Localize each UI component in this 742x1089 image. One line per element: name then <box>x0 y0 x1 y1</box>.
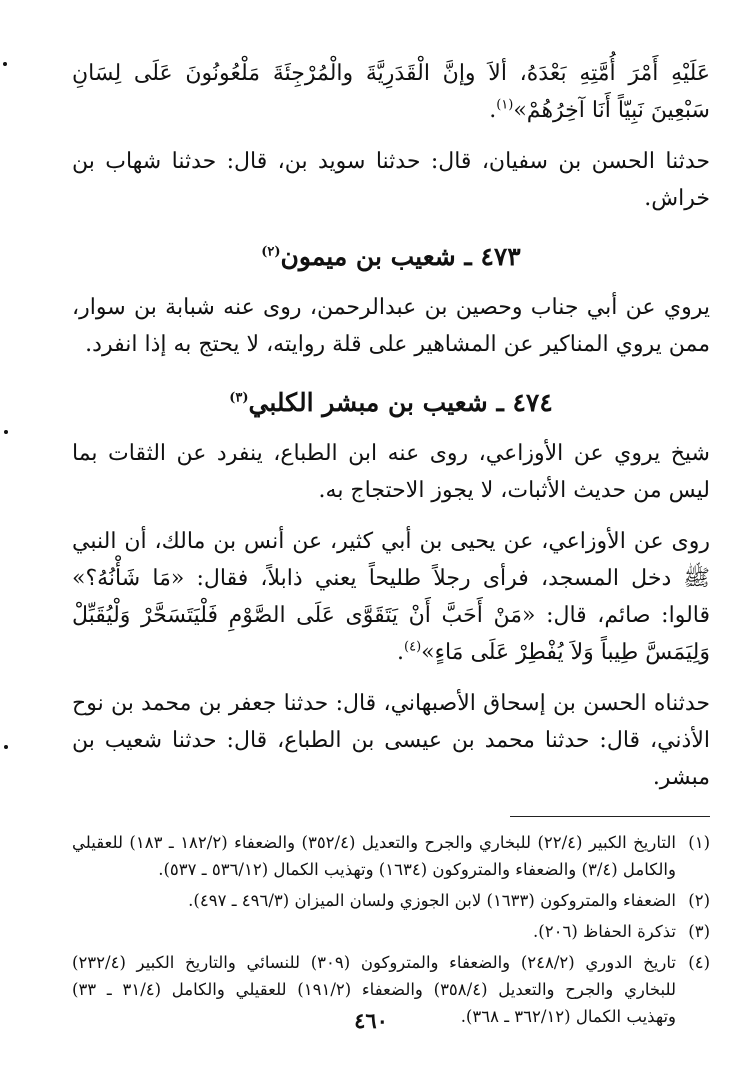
entry-473-text: يروي عن أبي جناب وحصين بن عبدالرحمن، روى عنه شبابة بن سوار، ممن يروي المناكير عن المشاهير على قلة روايته، لا يحتج به إذا انفرد. <box>72 295 710 357</box>
margin-dot <box>3 62 7 66</box>
footnote-item: (٤) تاريخ الدوري (٢٤٨/٢) والضعفاء والمتروكون (٣٠٩) للنسائي والتاريخ الكبير (٢٣٢/٤) للبخاري والجرح والتعديل (٣٥٨/٤) والضعفاء (١٩١/٢) للعقيلي والكامل (٣١/٤ ـ ٣٣) وتهذيب الكمال (٣٦٢/١٢ ـ ٣٦٨). <box>72 953 710 1026</box>
footnote-ref[interactable]: (٣) <box>229 390 249 406</box>
isnad-paragraph: حدثنا الحسن بن سفيان، قال: حدثنا سويد بن، قال: حدثنا شهاب بن خراش. <box>72 149 710 211</box>
entry-heading-473: ٤٧٣ ـ شعيب بن ميمون$^{(٢)}$ <box>261 242 521 271</box>
footnote-ref[interactable]: (٤) <box>404 639 422 655</box>
page-body <box>72 55 710 1034</box>
margin-dot <box>4 745 8 749</box>
footnotes <box>72 829 710 1030</box>
footnote-item: (١) التاريخ الكبير (٢٢/٤) للبخاري والجرح والتعديل (٣٥٢/٤) والضعفاء (١٨٢/٢ ـ ١٨٣) للعقيلي والكامل (٣/٤) والضعفاء والمتروكون (١٦٣٤) وتهذيب الكمال (٥٣٦/١٢ ـ ٥٣٧). <box>72 833 710 879</box>
entry-474-isnad: حدثناه الحسن بن إسحاق الأصبهاني، قال: حدثنا جعفر بن محمد بن نوح الأذني، قال: حدثنا محمد بن عيسى بن الطباع، قال: حدثنا شعيب بن مبشر. <box>72 691 710 790</box>
entry-474-text-1: شيخ يروي عن الأوزاعي، روى عنه ابن الطباع، ينفرد عن الثقات بما ليس من حديث الأثبات، لا يجوز الاحتجاج به. <box>72 441 710 503</box>
footnote-ref[interactable]: (١) <box>496 97 514 113</box>
margin-dot <box>4 430 8 434</box>
hadith-continuation: عَلَيْهِ أَمْرَ أُمَّتِهِ بَعْدَهُ، ألاَ وإنَّ الْقَدَرِيَّةَ والْمُرْجِئَةَ مَلْعُونُونَ عَلَى لِسَانِ سَبْعِينَ نَبِيّاً أَنَا آخِرُهُمْ»$^{(١)}$. <box>72 61 710 123</box>
footnote-ref[interactable]: (٢) <box>261 244 281 260</box>
page-number: ٤٦٠ <box>354 1008 388 1033</box>
footnote-divider <box>510 816 710 817</box>
footnote-item: (٢) الضعفاء والمتروكون (١٦٣٣) لابن الجوزي ولسان الميزان (٤٩٦/٣ ـ ٤٩٧). <box>188 891 710 910</box>
entry-474-hadith: روى عن الأوزاعي، عن يحيى بن أبي كثير، عن أنس بن مالك، أن النبي ﷺ دخل المسجد، فرأى رجلاً طليحاً يعني ذابلاً، فقال: «مَا شَأْنُهُ؟» قالوا: صائم، قال: «مَنْ أَحَبَّ أَنْ يَتَقَوَّى عَلَى الصَّوْمِ فَلْيَتَسَحَّرْ وَلْيُقَبِّلْ وَلِيَمَسَّ طِيباً وَلاَ يُفْطِرْ عَلَى مَاءٍ»$^{(٤)}$. <box>72 529 710 665</box>
entry-heading-474: ٤٧٤ ـ شعيب بن مبشر الكلبي$^{(٣)}$ <box>229 388 553 417</box>
footnote-item: (٣) تذكرة الحفاظ (٢٠٦). <box>533 922 710 941</box>
